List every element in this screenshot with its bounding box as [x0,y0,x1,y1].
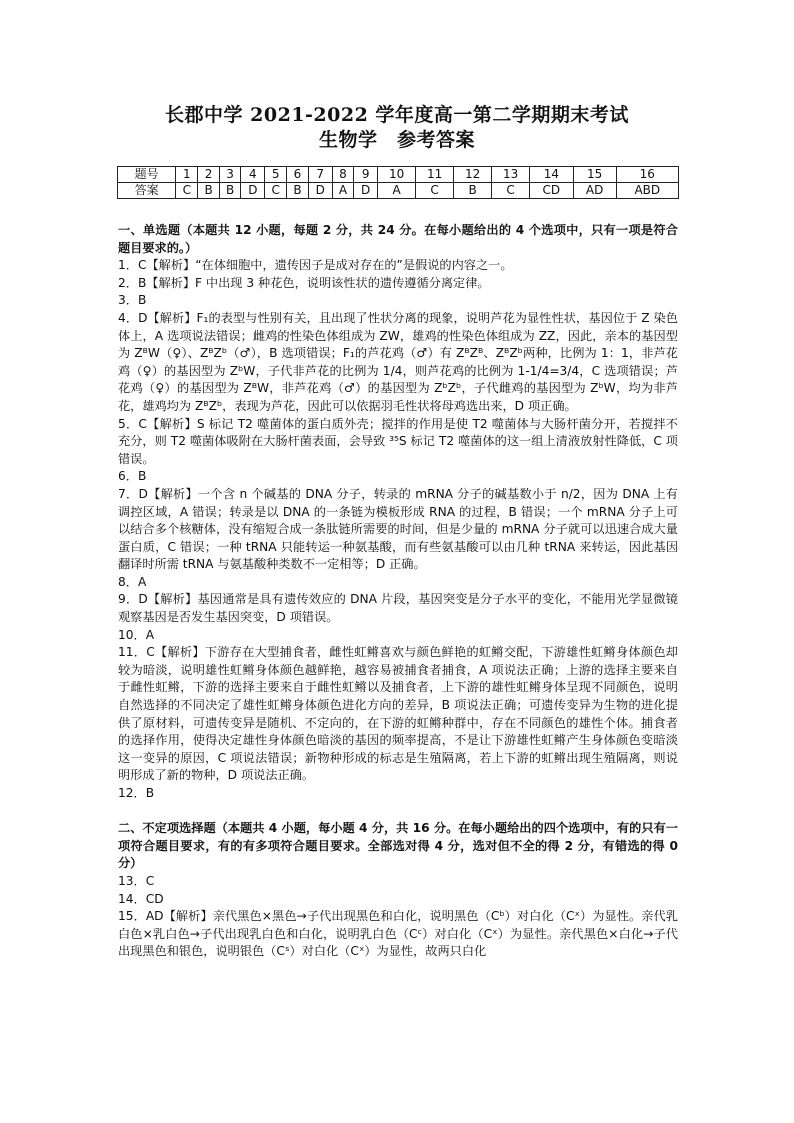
question-number: 7 [308,167,332,183]
answer-table [117,166,679,199]
question-number: 11 [416,167,454,183]
answer-cell: A [378,183,416,199]
answer-item: 8．A [118,574,147,589]
answer-item: 6．B [118,469,147,484]
question-number: 13 [492,167,530,183]
question-number: 16 [616,167,678,183]
answer-item: 13．C [118,873,155,888]
document-title: 长郡中学 2021-2022 学年度高一第二学期期末考试 [165,104,629,126]
answer-item: 4．D【解析】F₁的表型与性别有关，且出现了性状分离的现象，说明芦花为显性性状，基因位于 Z 染色体上，A 选项说法错误；雌鸡的性染色体组成为 ZW，雄鸡的性染色体组成为 ZZ，因此，亲本的基因型为 ZᴮW（♀）、ZᴮZᵇ（♂），B 选项错误；F₁的芦花鸡（♂）有 ZᴮZᴮ、ZᴮZᵇ两种，比例为 1：1，非芦花鸡（♀）的基因型为 ZᵇW，子代非芦花的比例为 1/4，则芦花鸡的比例为 1-1/4=3/4，C 选项错误；芦花鸡（♀）的基因型为 ZᴮW，非芦花鸡（♂）的基因型为 ZᵇZᵇ，子代雌鸡的基因型为 ZᵇW，均为非芦花，雄鸡均为 ZᴮZᵇ，表现为芦花，因此可以依据羽毛性状将母鸡选出来，D 项正确。 [118,310,678,413]
answer-cell: A [332,183,354,199]
answer-cell: B [198,183,220,199]
answer-cell: B [287,183,309,199]
answer-cell: D [241,183,265,199]
question-number: 6 [287,167,309,183]
question-number: 4 [241,167,265,183]
answer-item: 15．AD【解析】亲代黑色×黑色→子代出现黑色和白化，说明黑色（Cᵇ）对白化（Cˣ）为显性。亲代乳白色×乳白色→子代出现乳白色和白化，说明乳白色（Cᶜ）对白化（Cˣ）为显性。亲代黑色×白化→子代出现黑色和银色，说明银色（Cˢ）对白化（Cˣ）为显性，故两只白化 [118,909,678,959]
answer-cell: C [265,183,287,199]
answer-cell: C [176,183,198,199]
answer-cell: B [454,183,492,199]
answer-explanations [118,222,678,961]
answer-cell: C [492,183,530,199]
answer-item: 9．D【解析】基因通常是具有遗传效应的 DNA 片段，基因突变是分子水平的变化，不能用光学显微镜观察基因是否发生基因突变，D 项错误。 [118,592,678,625]
row-label-number: 题号 [118,167,176,183]
section-heading-single-choice: 一、单选题（本题共 12 小题，每题 2 分，共 24 分。在每小题给出的 4 个选项中，只有一项是符合题目要求的。） [118,223,678,255]
question-number: 2 [198,167,220,183]
document-subtitle: 生物学 参考答案 [318,129,475,151]
answer-item: 7．D【解析】一个含 n 个碱基的 DNA 分子，转录的 mRNA 分子的碱基数小于 n/2，因为 DNA 上有调控区域，A 错误；转录是以 DNA 的一条链为模板形成 RNA 的过程，B 错误；一个 mRNA 分子上可以结合多个核糖体，没有缩短合成一条肽链所需要的时间，但是少量的 mRNA 分子就可以迅速合成大量蛋白质，C 错误；一种 tRNA 只能转运一种氨基酸，而有些氨基酸可以由几种 tRNA 来转运，因此基因翻译时所需 tRNA 与氨基酸种类数不一定相等；D 正确。 [118,486,678,572]
answer-cell: D [308,183,332,199]
question-number: 12 [454,167,492,183]
answer-cell: D [354,183,378,199]
answer-cell: AD [573,183,616,199]
answer-item: 1．C【解析】“在体细胞中，遗传因子是成对存在的”是假说的内容之一。 [118,258,513,273]
answer-item: 12．B [118,786,155,800]
answer-table-number-row [118,167,679,183]
answer-cell: B [219,183,241,199]
answer-item: 11．C【解析】下游存在大型捕食者，雌性虹鳉喜欢与颜色鲜艳的虹鳉交配，下游雄性虹鳉身体颜色却较为暗淡，说明雄性虹鳉身体颜色越鲜艳，越容易被捕食者捕食，A 项说法正确；上游的选择主要来自于雌性虹鳉，下游的选择主要来自于雌性虹鳉以及捕食者，上下游的雄性虹鳉身体呈现不同颜色，说明自然选择的不同决定了雄性虹鳉身体颜色进化方向的差异，B 项说法正确；可遗传变异为生物的进化提供了原材料，可遗传变异是随机、不定向的，在下游的虹鳉种群中，存在不同颜色的雄性个体。捕食者的选择作用，使得决定雄性身体颜色暗淡的基因的频率提高，不是让下游雄性虹鳉产生身体颜色变暗淡这一变异的原因，C 项说法错误；新物种形成的标志是生殖隔离，若上下游的虹鳉出现生殖隔离，则说明形成了新的物种，D 项说法正确。 [118,645,678,783]
question-number: 9 [354,167,378,183]
answer-cell: C [416,183,454,199]
answer-cell: ABD [616,183,678,199]
answer-item: 14．CD [118,891,164,906]
question-number: 5 [265,167,287,183]
question-number: 14 [530,167,573,183]
answer-item: 10．A [118,627,155,642]
question-number: 1 [176,167,198,183]
question-number: 3 [219,167,241,183]
section-spacer [118,803,678,821]
question-number: 15 [573,167,616,183]
question-number: 10 [378,167,416,183]
row-label-answer: 答案 [118,183,176,199]
question-number: 8 [332,167,354,183]
answer-item: 3．B [118,293,147,308]
answer-cell: CD [530,183,573,199]
section-heading-multiple-choice: 二、不定项选择题（本题共 4 小题，每小题 4 分，共 16 分。在每小题给出的四个选项中，有的只有一项符合题目要求，有的有多项符合题目要求。全部选对得 4 分，选对但不全的得 2 分，有错选的得 0 分） [118,821,678,871]
answer-item: 2．B【解析】F 中出现 3 种花色，说明该性状的遗传遵循分离定律。 [118,275,490,290]
answer-item: 5．C【解析】S 标记 T2 噬菌体的蛋白质外壳；搅拌的作用是使 T2 噬菌体与大肠杆菌分开，若搅拌不充分，则 T2 噬菌体吸附在大肠杆菌表面，会导致 ³⁵S 标记 T2 噬菌体的这一组上清液放射性降低，C 项错误。 [118,416,678,466]
answer-table-answer-row [118,183,679,199]
